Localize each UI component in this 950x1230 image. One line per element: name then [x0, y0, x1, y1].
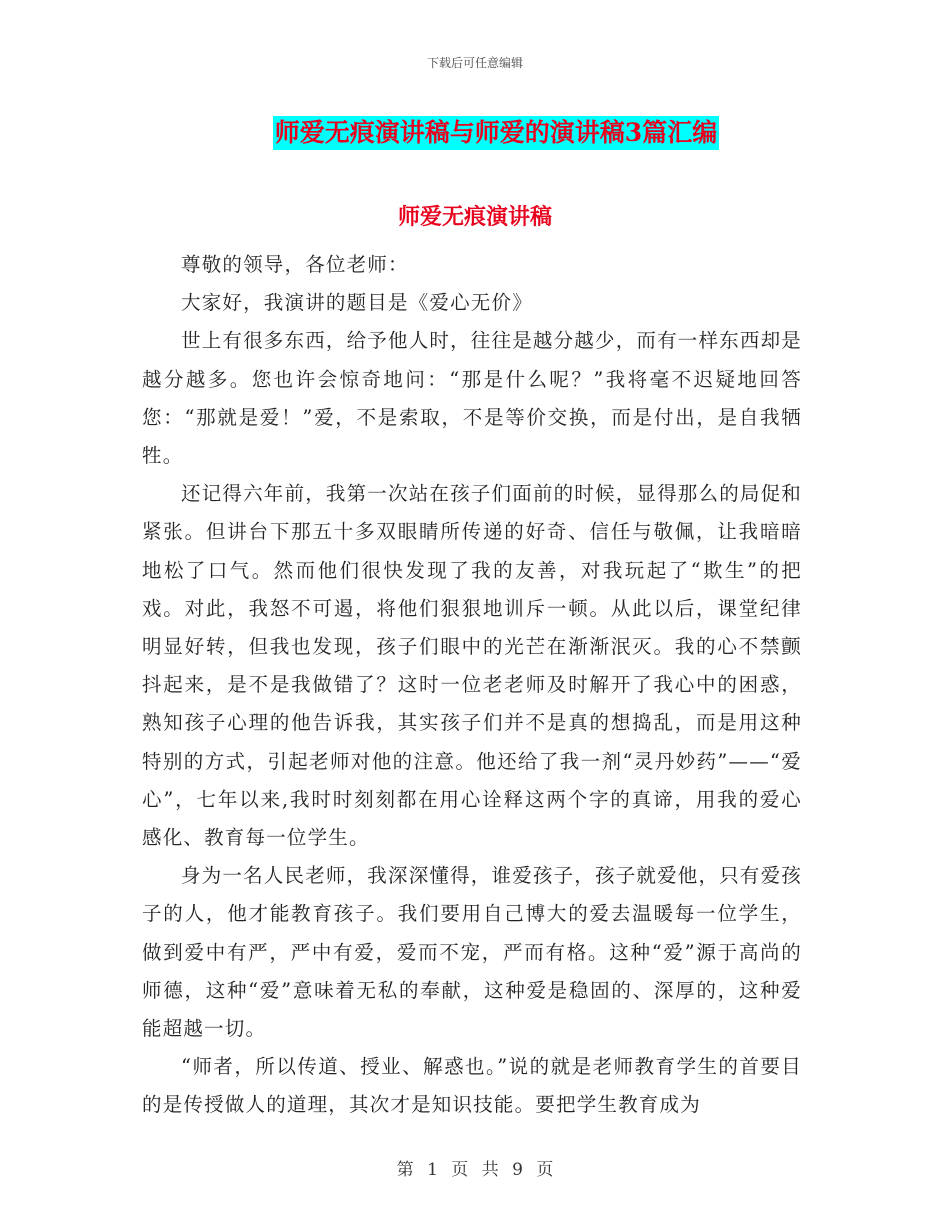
paragraph: 还记得六年前，我第一次站在孩子们面前的时候，显得那么的局促和紧张。但讲台下那五十多双眼睛所传递的好奇、信任与敬佩，让我暗暗地松了口气。然而他们很快发现了我的友善，对我玩起了“欺生”的把戏。对此，我怒不可遏，将他们狠狠地训斥一顿。从此以后，课堂纪律明显好转，但我也发现，孩子们眼中的光芒在渐渐泯灭。我的心不禁颤抖起来，是不是我做错了？这时一位老老师及时解开了我心中的困惑，熟知孩子心理的他告诉我，其实孩子们并不是真的想捣乱，而是用这种特别的方式，引起老师对他的注意。他还给了我一剂“灵丹妙药”——“爱心”，七年以来,我时时刻刻都在用心诠释这两个字的真谛，用我的爱心感化、教育每一位学生。 [142, 482, 803, 850]
document-title-highlight: 师爱无痕演讲稿与师爱的演讲稿3篇汇编 [273, 116, 719, 150]
body-text [142, 246, 802, 1125]
page-number: 第 1 页 共 9 页 [396, 1160, 554, 1180]
header-note: 下载后可任意编辑 [426, 56, 523, 70]
paragraph: 尊敬的领导，各位老师： [181, 253, 409, 276]
paragraph: “师者，所以传道、授业、解惑也。”说的就是老师教育学生的首要目的是传授做人的道理，其次才是知识技能。要把学生教育成为 [142, 1055, 802, 1117]
paragraph: 世上有很多东西，给予他人时，往往是越分越少，而有一样东西却是越分越多。您也许会惊奇地问：“那是什么呢？”我将毫不迟疑地回答您：“那就是爱！”爱，不是索取，不是等价交换，而是付出，是自我牺牲。 [142, 329, 803, 468]
paragraph: 大家好，我演讲的题目是《爱心无价》 [181, 291, 533, 315]
document-title [0, 111, 950, 150]
paragraph: 身为一名人民老师，我深深懂得，谁爱孩子，孩子就爱他，只有爱孩子的人，他才能教育孩子。我们要用自己博大的爱去温暖每一位学生，做到爱中有严，严中有爱，爱而不宠，严而有格。这种“爱”源于高尚的师德，这种“爱”意味着无私的奉献，这种爱是稳固的、深厚的，这种爱能超越一切。 [142, 864, 803, 1041]
section-title: 师爱无痕演讲稿 [397, 204, 552, 230]
